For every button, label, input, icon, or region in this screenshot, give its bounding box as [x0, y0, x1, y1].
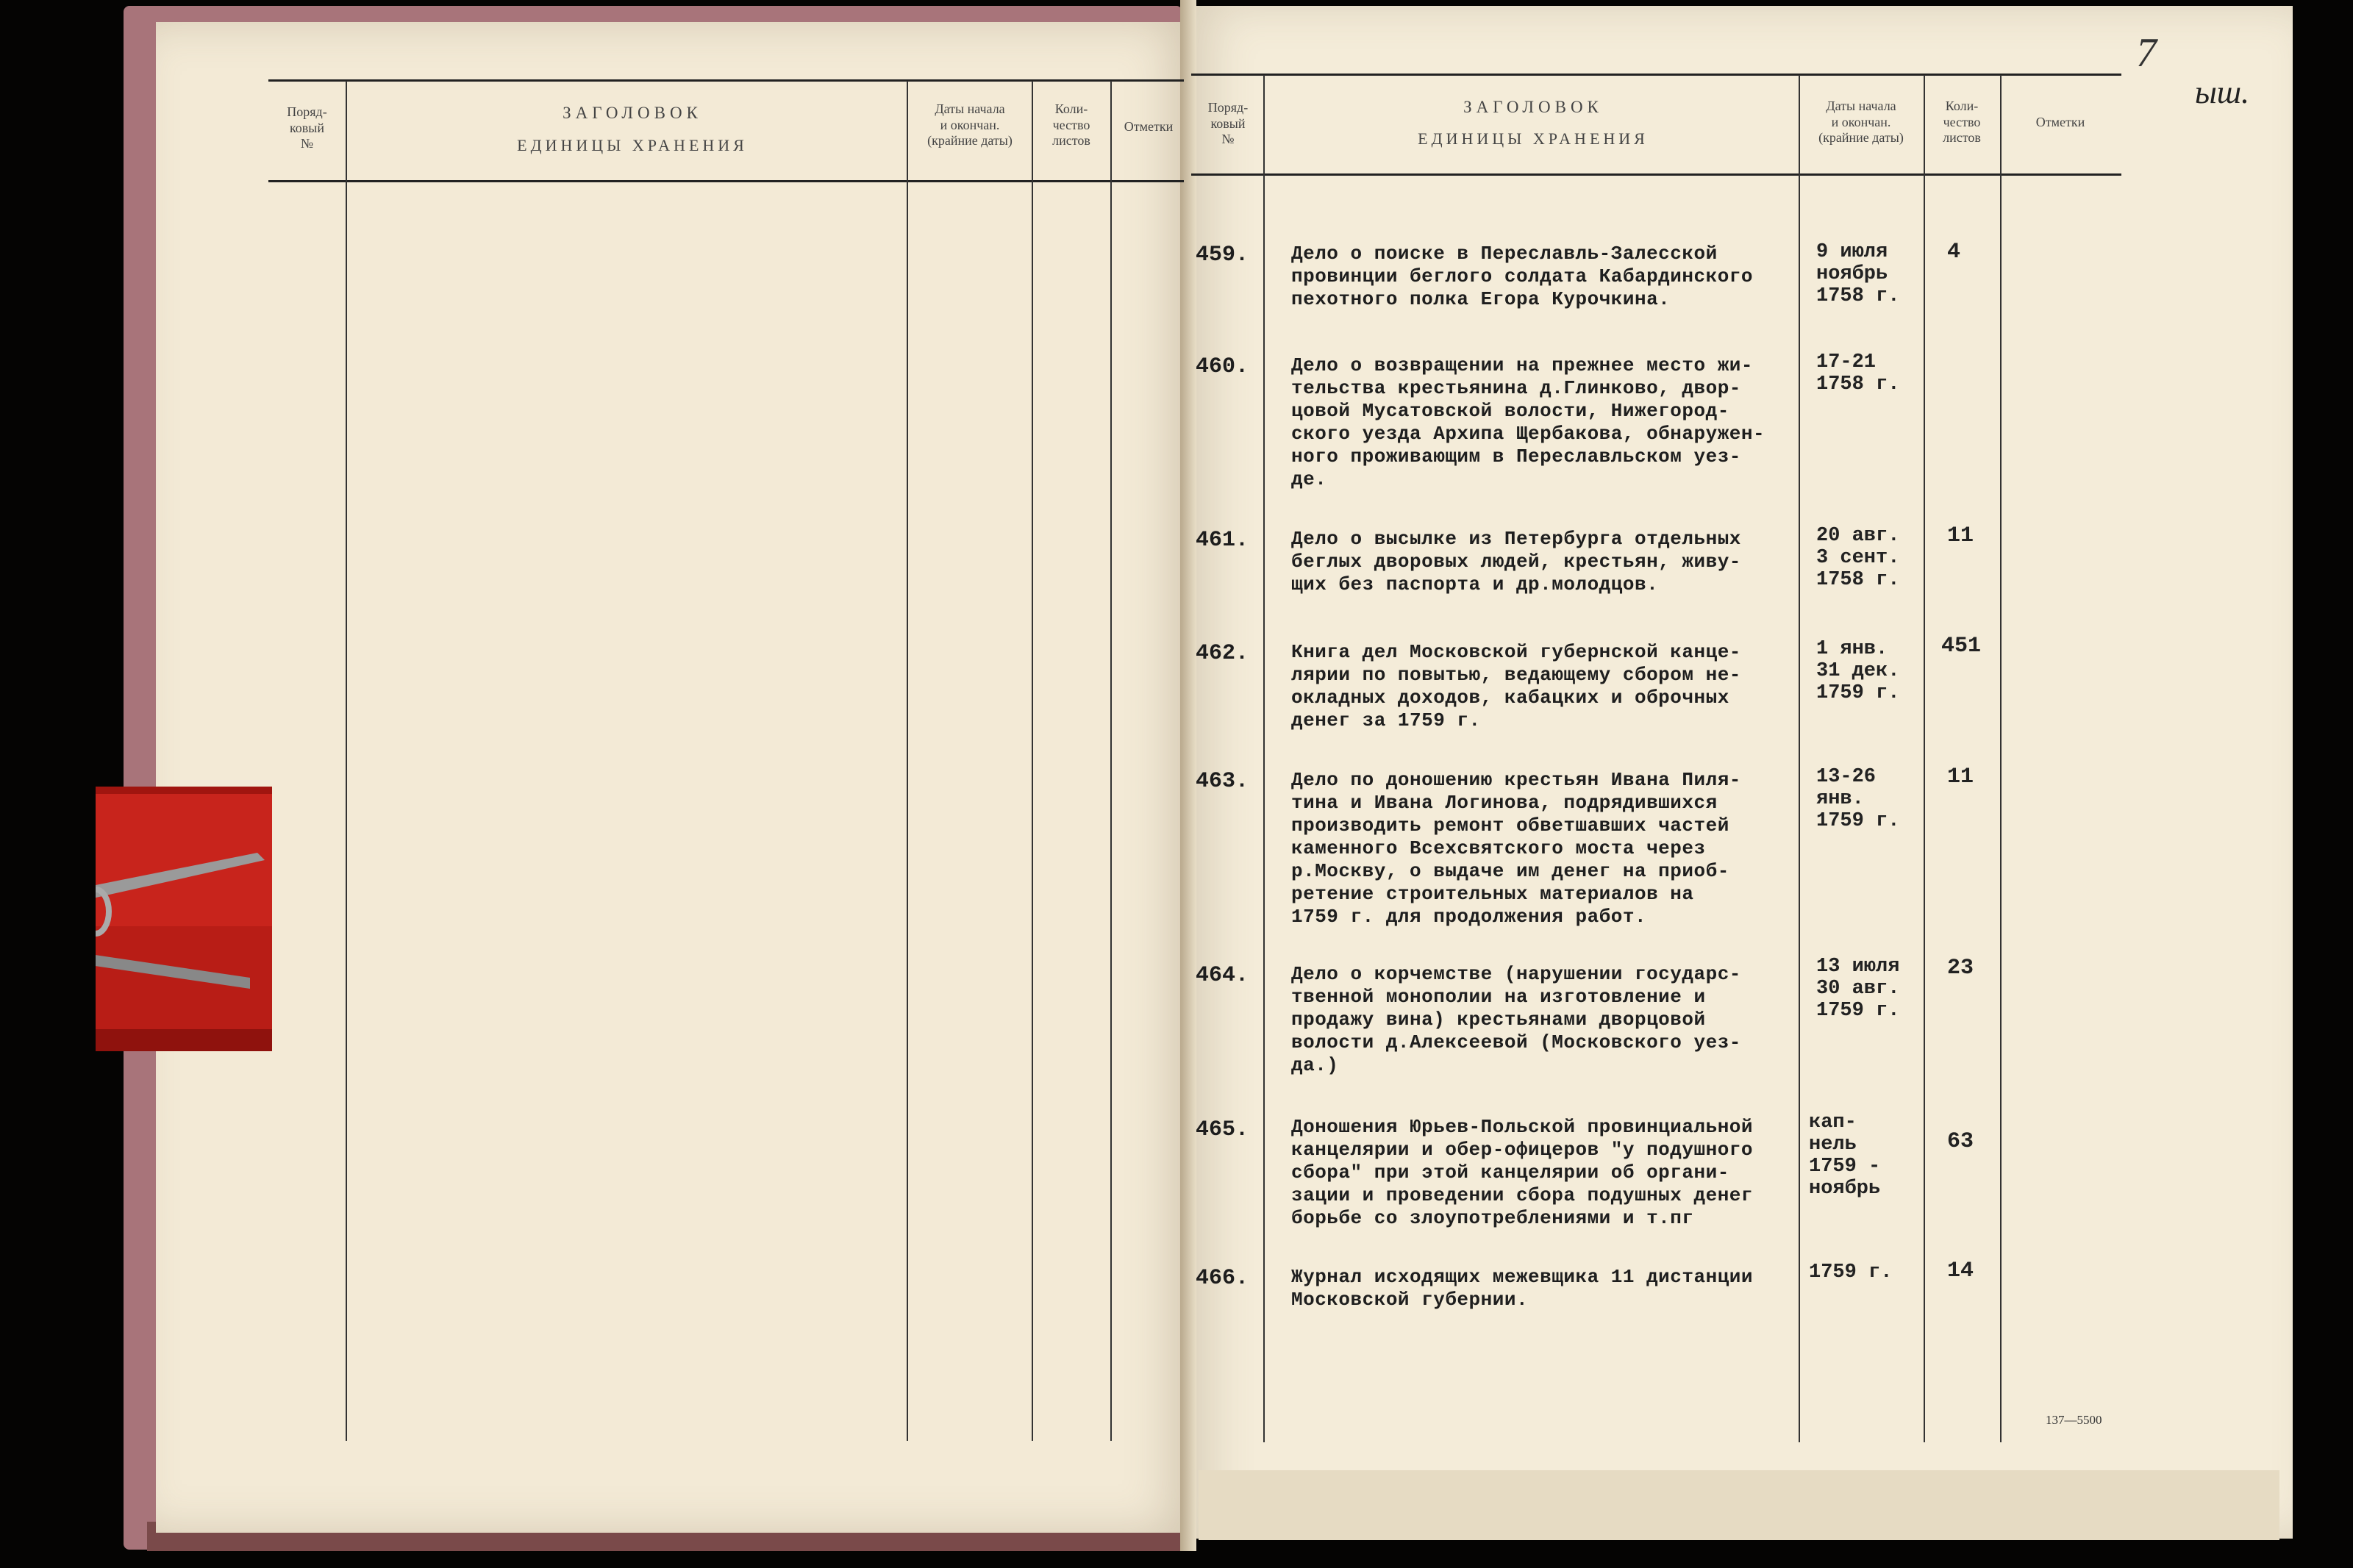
entry-title: Дело по доношению крестьян Ивана Пиля- тина и Ивана Логинова, подрядившихся производить ремонт обветшавших частей каменного Всехсвятского моста через р.Москву, о выдаче им денег на приоб- ретение строительных материалов на 1759 г. для продолжения работ.	[1291, 769, 1741, 928]
entry-number: 464.	[1196, 963, 1249, 988]
entry-number: 465.	[1196, 1117, 1249, 1142]
entry-sheets: 4	[1947, 240, 1961, 265]
entry-title: Доношения Юрьев-Польской провинциальной канцелярии и обер-офицеров "у подушного сбора" при этой канцелярии об органи- зации и проведении сбора подушных денег борьбе со злоупотреблениями и т.пг	[1291, 1116, 1753, 1229]
entry-sheets: 451	[1941, 634, 1982, 659]
left-header-top-rule	[268, 79, 1184, 82]
left-sheets-header: Коли- чество листов	[1052, 101, 1090, 148]
left-page	[156, 22, 1193, 1533]
left-dates-header: Даты начала и окончан. (крайние даты)	[927, 101, 1013, 148]
entry-title: Дело о поиске в Переславль-Залесской провинции беглого солдата Кабардинского пехотного полка Егора Курочкина.	[1291, 243, 1753, 310]
left-col-divider-4	[1110, 81, 1112, 1441]
entry-title: Книга дел Московской губернской канце- лярии по повытью, ведающему сбором не- окладных доходов, кабацких и оброчных денег за 1759 г.	[1291, 641, 1741, 731]
entry-dates: 1 янв. 31 дек. 1759 г.	[1816, 638, 1900, 704]
entry-dates: 1759 г.	[1809, 1261, 1893, 1284]
right-subtitle-header: ЕДИНИЦЫ ХРАНЕНИЯ	[1418, 129, 1649, 148]
left-col-divider-2	[907, 81, 908, 1441]
entry-number: 460.	[1196, 354, 1249, 379]
entry-number: 466.	[1196, 1266, 1249, 1291]
left-notes-header: Отметки	[1124, 119, 1174, 134]
right-order-header: Поряд- ковый №	[1207, 100, 1249, 147]
entry-sheets: 23	[1947, 956, 1974, 981]
entry-sheets: 63	[1947, 1129, 1974, 1154]
left-col-divider-3	[1032, 81, 1033, 1441]
printer-code: 137—5500	[2046, 1413, 2102, 1427]
entry-title: Дело о высылке из Петербурга отдельных беглых дворовых людей, крестьян, живу- щих без паспорта и др.молодцов.	[1291, 528, 1741, 595]
entry-dates: 13 июля 30 авг. 1759 г.	[1816, 956, 1900, 1022]
right-title-header: ЗАГОЛОВОК	[1463, 98, 1603, 116]
entry-number: 461.	[1196, 528, 1249, 553]
entry-title: Дело о возвращении на прежнее место жи- тельства крестьянина д.Глинково, двор- цовой Мусатовской волости, Нижегород- ского уезда Архипа Щербакова, обнаружен- ного проживающим в Переславльском уез- де.	[1291, 354, 1765, 490]
entry-title: Журнал исходящих межевщика 11 дистанции Московской губернии.	[1291, 1266, 1753, 1311]
entry-sheets: 14	[1947, 1259, 1974, 1284]
entry-number: 462.	[1196, 641, 1249, 666]
right-notes-header: Отметки	[2035, 115, 2085, 129]
left-subtitle-header: ЕДИНИЦЫ ХРАНЕНИЯ	[517, 136, 748, 154]
left-col-divider-1	[346, 81, 347, 1441]
entries-list	[1191, 0, 2147, 1470]
page-number: 7	[2136, 30, 2157, 76]
entry-sheets: 11	[1947, 523, 1974, 548]
entry-title: Дело о корчемстве (нарушении государс- твенной монополии на изготовление и продажу вина) крестьянами дворцовой волости д.Алексеевой (Московского уез- да.)	[1291, 963, 1741, 1076]
left-order-header: Поряд- ковый №	[287, 104, 327, 151]
right-page-underlayer	[1199, 1470, 2279, 1540]
right-dates-header: Даты начала и окончан. (крайние даты)	[1818, 99, 1904, 146]
margin-handwriting: ыш.	[2195, 74, 2250, 110]
left-title-header: ЗАГОЛОВОК	[563, 104, 702, 122]
entry-dates: 13-26 янв. 1759 г.	[1816, 766, 1900, 832]
binder-clip-icon	[96, 787, 272, 1051]
entry-number: 463.	[1196, 769, 1249, 794]
entry-dates: 17-21 1758 г.	[1816, 351, 1900, 395]
right-sheets-header: Коли- чество листов	[1943, 99, 1981, 146]
entry-dates: 20 авг. 3 сент. 1758 г.	[1816, 525, 1900, 591]
left-header-bottom-rule	[268, 180, 1184, 182]
entry-dates: кап- нель 1759 - ноябрь	[1809, 1111, 1881, 1200]
entry-number: 459.	[1196, 243, 1249, 268]
entry-sheets: 11	[1947, 765, 1974, 790]
entry-dates: 9 июля ноябрь 1758 г.	[1816, 241, 1900, 307]
